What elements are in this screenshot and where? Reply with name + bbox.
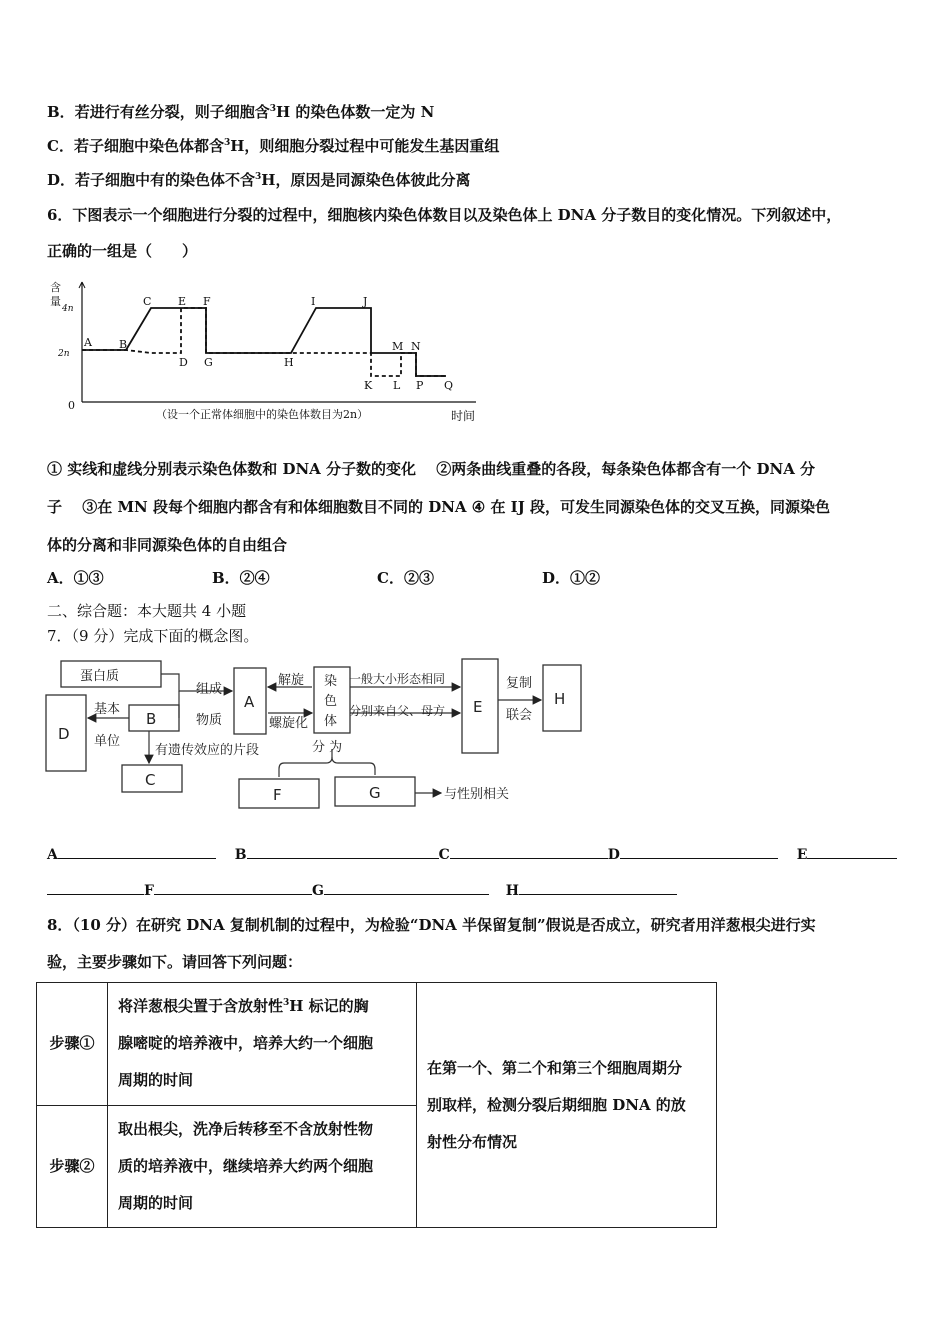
point-k: K bbox=[364, 379, 373, 392]
blank-d[interactable] bbox=[620, 844, 778, 859]
tick-4n: 4n bbox=[62, 304, 74, 314]
q6-statement-line1: ① 实线和虚线分别表示染色体数和 DNA 分子数的变化 ②两条曲线重叠的各段，每条染色体都含有一个 DNA 分 bbox=[47, 460, 816, 478]
step2-content: 取出根尖，洗净后转移至不含放射性物 质的培养液中，继续培养大约两个细胞 周期的时间 bbox=[108, 1105, 417, 1228]
step1-label: 步骤① bbox=[37, 983, 108, 1106]
q6-statement-line3: 体的分离和非同源染色体的自由组合 bbox=[47, 536, 288, 554]
q6-stem-line2: 正确的一组是（ ） bbox=[47, 242, 198, 260]
label-a: A bbox=[244, 693, 255, 711]
point-d: D bbox=[179, 356, 188, 369]
label-chromosome-2: 色 bbox=[324, 694, 338, 709]
y-label-2: 量 bbox=[50, 295, 61, 308]
point-b: B bbox=[119, 338, 128, 351]
label-fenwei: 分 为 bbox=[312, 740, 343, 755]
q7-blanks-row1: A B C D E bbox=[47, 844, 897, 865]
label-lianhui: 联会 bbox=[506, 708, 533, 723]
point-n: N bbox=[411, 340, 421, 353]
q6-option-b: B．②④ bbox=[212, 569, 270, 587]
label-fenbie: 分别来自父、母方 bbox=[349, 704, 446, 718]
label-f: F bbox=[273, 786, 282, 804]
blank-b[interactable] bbox=[247, 844, 439, 859]
q6-statement-line2: 子 ③在 MN 段每个细胞内都含有和体细胞数目不同的 DNA ④ 在 IJ 段，可发生同源染色体的交叉互换，同源染色 bbox=[47, 498, 831, 516]
label-wuzhi: 物质 bbox=[196, 713, 223, 728]
tick-2n: 2n bbox=[58, 349, 70, 359]
label-luoxuanhua: 螺旋化 bbox=[269, 716, 309, 731]
point-g: G bbox=[204, 356, 213, 369]
label-d: D bbox=[58, 725, 70, 743]
q8-stem-line1: 8．（10 分）在研究 DNA 复制机制的过程中，为检验“DNA 半保留复制”假说是否成立，研究者用洋葱根尖进行实 bbox=[47, 916, 816, 934]
q7-concept-map bbox=[44, 655, 584, 815]
label-youyichuan: 有遗传效应的片段 bbox=[155, 743, 260, 758]
table-row bbox=[37, 983, 717, 1106]
q8-stem-line2: 验，主要步骤如下。请回答下列问题： bbox=[47, 953, 303, 971]
blank-e[interactable] bbox=[807, 844, 897, 859]
y-label-1: 含 bbox=[50, 281, 61, 294]
label-h: H bbox=[554, 690, 566, 708]
q5-option-d: D．若子细胞中有的染色体不含$^3$H，原因是同源染色体彼此分离 bbox=[47, 171, 471, 189]
blank-c[interactable] bbox=[450, 844, 608, 859]
point-h: H bbox=[284, 356, 294, 369]
point-j: J bbox=[363, 295, 368, 308]
origin-label: 0 bbox=[68, 399, 75, 412]
q7-stem: 7．（9 分）完成下面的概念图。 bbox=[47, 627, 259, 645]
label-xingbie: 与性别相关 bbox=[444, 787, 510, 802]
point-m: M bbox=[392, 340, 404, 353]
point-i: I bbox=[311, 295, 316, 308]
label-protein: 蛋白质 bbox=[80, 669, 120, 684]
blank-h[interactable] bbox=[519, 880, 677, 895]
label-jiexuan: 解旋 bbox=[278, 673, 305, 688]
x-axis-label: 时间 bbox=[451, 409, 476, 423]
q6-stem-line1: 6．下图表示一个细胞进行分裂的过程中，细胞核内染色体数目以及染色体上 DNA 分子数目的变化情况。下列叙述中， bbox=[47, 206, 842, 224]
section2-heading: 二、综合题：本大题共 4 小题 bbox=[47, 602, 247, 620]
q8-steps-table bbox=[36, 982, 717, 1228]
q6-option-c: C．②③ bbox=[377, 569, 434, 587]
label-c: C bbox=[145, 771, 156, 789]
label-jiben: 基本 bbox=[94, 702, 121, 717]
point-c: C bbox=[143, 295, 152, 308]
q5-option-b: B．若进行有丝分裂，则子细胞含$^3$H 的染色体数一定为 N bbox=[47, 103, 435, 121]
step1-content: 将洋葱根尖置于含放射性$^3$H 标记的胸 腺嘧啶的培养液中，培养大约一个细胞 周期的时间 bbox=[108, 983, 417, 1106]
q7-blanks-row2: F G H bbox=[47, 880, 677, 901]
label-fuzhi: 复制 bbox=[506, 676, 533, 691]
blank-e-cont[interactable] bbox=[47, 880, 144, 895]
step2-label: 步骤② bbox=[37, 1105, 108, 1228]
blank-f[interactable] bbox=[154, 880, 312, 895]
label-zucheng: 组成 bbox=[196, 682, 223, 697]
q6-option-a: A．①③ bbox=[47, 569, 104, 587]
label-danwei: 单位 bbox=[94, 734, 121, 749]
point-q: Q bbox=[444, 379, 454, 392]
label-e: E bbox=[473, 698, 483, 716]
q6-graph bbox=[46, 278, 486, 428]
graph-caption: （设一个正常体细胞中的染色体数目为2n） bbox=[156, 408, 369, 421]
result-content: 在第一个、第二个和第三个细胞周期分 别取样，检测分裂后期细胞 DNA 的放 射性分布情况 bbox=[417, 983, 717, 1228]
point-p: P bbox=[416, 379, 424, 392]
blank-a[interactable] bbox=[58, 844, 216, 859]
label-chromosome-3: 体 bbox=[324, 714, 338, 729]
label-g: G bbox=[369, 784, 381, 802]
q5-option-c: C．若子细胞中染色体都含$^3$H，则细胞分裂过程中可能发生基因重组 bbox=[47, 137, 500, 155]
label-chromosome-1: 染 bbox=[324, 674, 338, 689]
point-a: A bbox=[84, 336, 92, 349]
label-b: B bbox=[146, 710, 157, 728]
label-yiban: 一般大小形态相同 bbox=[349, 672, 446, 686]
q6-option-d: D．①② bbox=[542, 569, 601, 587]
point-f: F bbox=[203, 295, 211, 308]
point-l: L bbox=[393, 379, 401, 392]
blank-g[interactable] bbox=[324, 880, 489, 895]
point-e: E bbox=[178, 295, 187, 308]
